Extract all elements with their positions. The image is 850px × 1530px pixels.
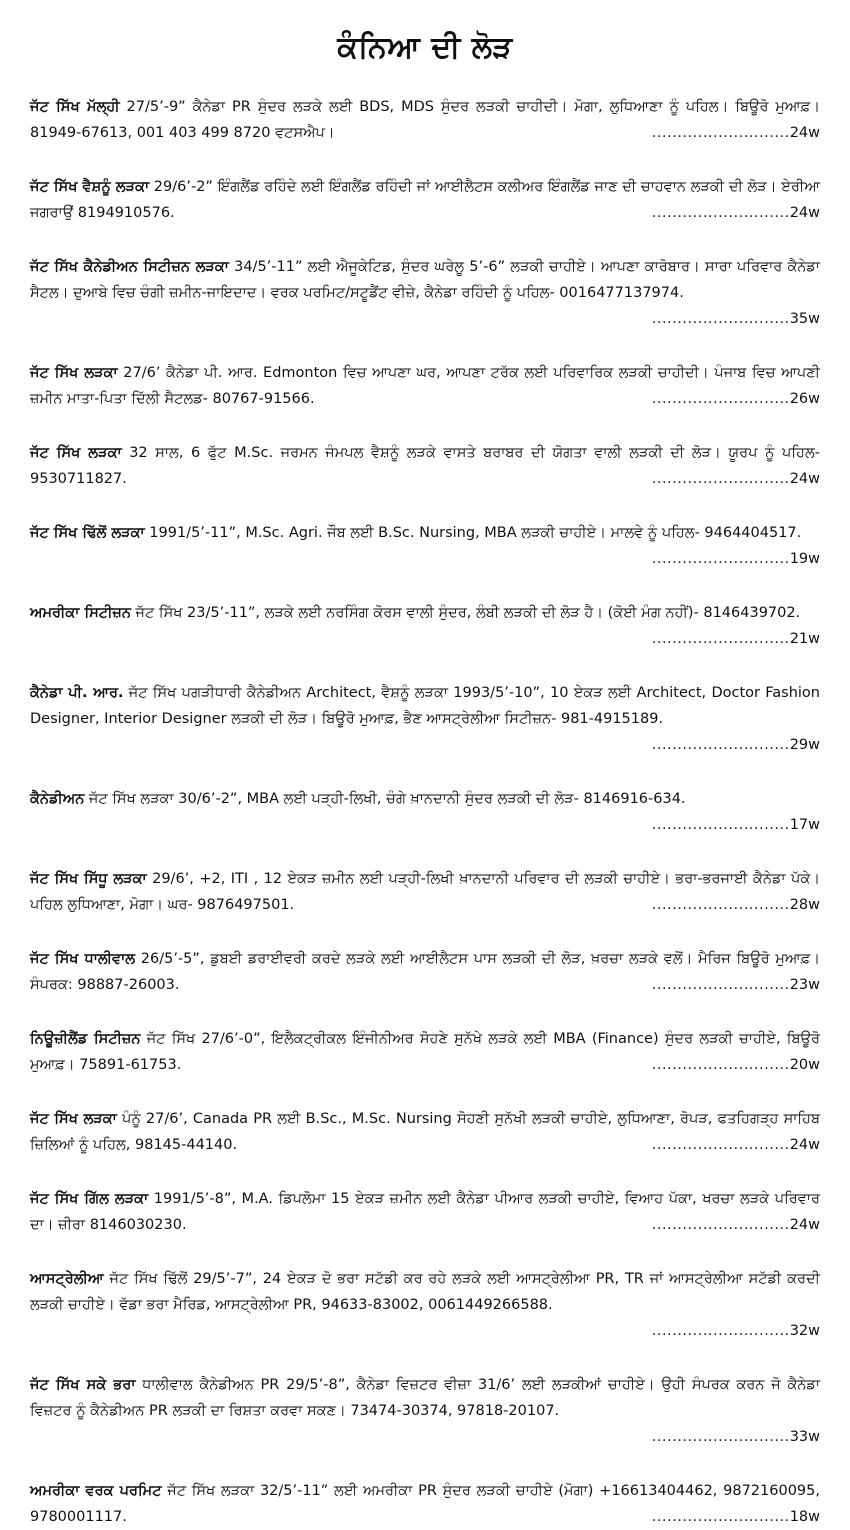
ad-footer bbox=[30, 732, 820, 758]
ad-code: 23w bbox=[789, 977, 820, 993]
ad-body: 1991/5’-8”, M.A. ਡਿਪਲੋਮਾ 15 ਏਕੜ ਜ਼ਮੀਨ ਲਈ ਕੈਨੇਡਾ ਪੀਆਰ ਲੜਕੀ ਚਾਹੀਏ, ਵਿਆਹ ਪੱਕਾ, ਖਰਚਾ ਲੜਕੇ ਪਰਿਵਾਰ ਦਾ। ਜ਼ੀਰਾ 8146030230. bbox=[30, 1191, 820, 1233]
page-title: ਕੰਨਿਆ ਦੀ ਲੋੜ bbox=[337, 30, 513, 65]
ad-dot-leader: ........................... bbox=[651, 631, 790, 647]
ad-code: 24w bbox=[789, 125, 820, 141]
ad-body: ਜੱਟ ਸਿੱਖ ਲੜਕਾ 30/6’-2”, MBA ਲਈ ਪੜ੍ਹੀ-ਲਿਖੀ, ਚੰਗੇ ਖ਼ਾਨਦਾਨੀ ਸੁੰਦਰ ਲੜਕੀ ਦੀ ਲੋੜ- 8146916-634. bbox=[84, 791, 686, 807]
ad-body: 26/5’-5”, ਡੁਬਈ ਡਰਾਈਵਰੀ ਕਰਦੇ ਲੜਕੇ ਲਈ ਆਈਲੈਟਸ ਪਾਸ ਲੜਕੀ ਦੀ ਲੋੜ, ਖ਼ਰਚਾ ਲੜਕੇ ਵਲੋਂ। ਮੈਰਿਜ ਬਿਊਰੋ ਮੁਆਫ਼। ਸੰਪਰਕ: 98887-26003. bbox=[30, 951, 820, 993]
ad-text bbox=[30, 254, 820, 306]
ad-footer bbox=[30, 546, 820, 572]
ad-dot-leader: ........................... bbox=[651, 551, 790, 567]
ad-text bbox=[30, 786, 820, 812]
ad-footer bbox=[30, 812, 820, 838]
ad-dot-leader: ........................... bbox=[651, 897, 790, 913]
ad-dot-leader: ........................... bbox=[651, 311, 790, 327]
ad-body: 32 ਸਾਲ, 6 ਫੁੱਟ M.Sc. ਜਰਮਨ ਜੰਮਪਲ ਵੈਸ਼ਨੂੰ ਲੜਕੇ ਵਾਸਤੇ ਬਰਾਬਰ ਦੀ ਯੋਗਤਾ ਵਾਲੀ ਲੜਕੀ ਦੀ ਲੋੜ। ਯੂਰਪ ਨੂੰ ਪਹਿਲ- 9530711827. bbox=[30, 445, 820, 487]
ad-footer bbox=[30, 1318, 820, 1344]
ad-heading: ਜੱਟ ਸਿੱਖ ਲੜਕਾ bbox=[30, 1111, 117, 1127]
ad-code: 24w bbox=[789, 1137, 820, 1153]
ad-heading: ਜੱਟ ਸਿੱਖ ਲੜਕਾ bbox=[30, 365, 118, 381]
ad-footer bbox=[30, 466, 820, 492]
ad-dot-leader: ........................... bbox=[651, 977, 790, 993]
ad-heading: ਕੈਨੇਡੀਅਨ bbox=[30, 791, 85, 807]
ad-dot-leader: ........................... bbox=[651, 205, 790, 221]
ad-code: 20w bbox=[789, 1057, 820, 1073]
ad-heading: ਜੱਟ ਸਿੱਖ ਧਾਲੀਵਾਲ bbox=[30, 951, 136, 967]
ad-code: 28w bbox=[789, 897, 820, 913]
ad-dot-leader: ........................... bbox=[651, 1323, 790, 1339]
ad-item bbox=[30, 1266, 820, 1344]
ad-item bbox=[30, 600, 820, 652]
ad-code: 24w bbox=[789, 471, 820, 487]
ad-body: ਜੱਟ ਸਿੱਖ 23/5’-11”, ਲੜਕੇ ਲਈ ਨਰਸਿੰਗ ਕੋਰਸ ਵਾਲੀ ਸੁੰਦਰ, ਲੰਬੀ ਲੜਕੀ ਦੀ ਲੋੜ ਹੈ। (ਕੋਈ ਮੰਗ ਨਹੀਂ)- 8146439702. bbox=[130, 605, 801, 621]
ad-heading: ਜੱਟ ਸਿੱਖ ਢਿੱਲੋਂ ਲੜਕਾ bbox=[30, 525, 145, 541]
ad-item bbox=[30, 866, 820, 918]
ad-text bbox=[30, 520, 820, 546]
ad-item bbox=[30, 520, 820, 572]
ad-dot-leader: ........................... bbox=[651, 125, 790, 141]
ad-footer bbox=[30, 626, 820, 652]
ad-code: 21w bbox=[789, 631, 820, 647]
ad-body: ਪੰਨੂੰ 27/6’, Canada PR ਲਈ B.Sc., M.Sc. Nursing ਸੋਹਣੀ ਸੁਨੱਖੀ ਲੜਕੀ ਚਾਹੀਏ, ਲੁਧਿਆਣਾ, ਰੋਪੜ, ਫਤਹਿਗੜ੍ਹ ਸਾਹਿਬ ਜ਼ਿਲਿਆਂ ਨੂੰ ਪਹਿਲ, 98145-44140. bbox=[30, 1111, 820, 1153]
ad-item bbox=[30, 360, 820, 412]
ad-body: 1991/5’-11”, M.Sc. Agri. ਜੌਬ ਲਈ B.Sc. Nursing, MBA ਲੜਕੀ ਚਾਹੀਏ। ਮਾਲਵੇ ਨੂੰ ਪਹਿਲ- 9464404517. bbox=[144, 525, 802, 541]
ad-body: 34/5’-11” ਲਈ ਐਜੂਕੇਟਿਡ, ਸੁੰਦਰ ਘਰੇਲੂ 5’-6” ਲੜਕੀ ਚਾਹੀਏ। ਆਪਣਾ ਕਾਰੋਬਾਰ। ਸਾਰਾ ਪਰਿਵਾਰ ਕੈਨੇਡਾ ਸੈਟਲ। ਦੁਆਬੇ ਵਿਚ ਚੰਗੀ ਜ਼ਮੀਨ-ਜਾਇਦਾਦ। ਵਰਕ ਪਰਮਿਟ/ਸਟੂਡੈਂਟ ਵੀਜ਼ੇ, ਕੈਨੇਡਾ ਰਹਿੰਦੀ ਨੂੰ ਪਹਿਲ- 0016477137974. bbox=[30, 259, 820, 301]
ad-heading: ਅਮਰੀਕਾ ਸਿਟੀਜ਼ਨ bbox=[30, 605, 131, 621]
ad-item bbox=[30, 1026, 820, 1078]
ad-item bbox=[30, 254, 820, 332]
ad-dot-leader: ........................... bbox=[651, 1057, 790, 1073]
ad-text bbox=[30, 680, 820, 732]
ad-item bbox=[30, 1372, 820, 1450]
ad-code: 24w bbox=[789, 205, 820, 221]
ad-dot-leader: ........................... bbox=[651, 1509, 790, 1525]
ad-footer bbox=[30, 1504, 820, 1530]
ad-body: 27/6’ ਕੈਨੇਡਾ ਪੀ. ਆਰ. Edmonton ਵਿਚ ਆਪਣਾ ਘਰ, ਆਪਣਾ ਟਰੱਕ ਲਈ ਪਰਿਵਾਰਿਕ ਲੜਕੀ ਚਾਹੀਦੀ। ਪੰਜਾਬ ਵਿਚ ਆਪਣੀ ਜ਼ਮੀਨ ਮਾਤਾ-ਪਿਤਾ ਦਿੱਲੀ ਸੈਟਲਡ- 80767-91566. bbox=[30, 365, 821, 407]
ad-body: 29/6’-2” ਇੰਗਲੈਂਡ ਰਹਿੰਦੇ ਲਈ ਇੰਗਲੈਂਡ ਰਹਿੰਦੀ ਜਾਂ ਆਈਲੈਟਸ ਕਲੀਅਰ ਇੰਗਲੈਂਡ ਜਾਣ ਦੀ ਚਾਹਵਾਨ ਲੜਕੀ ਦੀ ਲੋੜ। ਏਰੀਆ ਜਗਰਾਉਂ 8194910576. bbox=[30, 179, 820, 221]
ad-list bbox=[30, 94, 820, 1530]
ad-footer bbox=[30, 1424, 820, 1450]
ad-heading: ਜੱਟ ਸਿੱਖ ਮੱਲ੍ਹੀ bbox=[30, 99, 120, 115]
ad-dot-leader: ........................... bbox=[651, 817, 790, 833]
ad-item bbox=[30, 1106, 820, 1158]
ad-dot-leader: ........................... bbox=[651, 1429, 790, 1445]
ad-body: ਜੱਟ ਸਿੱਖ ਪਗੜੀਧਾਰੀ ਕੈਨੇਡੀਅਨ Architect, ਵੈਸ਼ਨੂੰ ਲੜਕਾ 1993/5’-10”, 10 ਏਕੜ ਲਈ Architect, Doctor Fashion Designer, Interior Designer ਲੜਕੀ ਦੀ ਲੋੜ। ਬਿਊਰੋ ਮੁਆਫ਼, ਭੈਣ ਆਸਟ੍ਰੇਲੀਆ ਸਿਟੀਜ਼ਨ- 981-4915189. bbox=[30, 685, 820, 727]
ad-dot-leader: ........................... bbox=[651, 471, 790, 487]
ad-item bbox=[30, 946, 820, 998]
ad-body: ਜੱਟ ਸਿੱਖ ਢਿੱਲੋਂ 29/5’-7”, 24 ਏਕੜ ਦੋ ਭਰਾ ਸਟੱਡੀ ਕਰ ਰਹੇ ਲੜਕੇ ਲਈ ਆਸਟ੍ਰੇਲੀਆ PR, TR ਜਾਂ ਆਸਟ੍ਰੇਲੀਆ ਸਟੱਡੀ ਕਰਦੀ ਲੜਕੀ ਚਾਹੀਏ। ਵੱਡਾ ਭਰਾ ਮੈਰਿਡ, ਆਸਟ੍ਰੇਲੀਆ PR, 94633-83002, 0061449266588. bbox=[30, 1271, 820, 1313]
ad-body: 27/5’-9” ਕੈਨੇਡਾ PR ਸੁੰਦਰ ਲੜਕੇ ਲਈ BDS, MDS ਸੁੰਦਰ ਲੜਕੀ ਚਾਹੀਦੀ। ਮੋਗਾ, ਲੁਧਿਆਣਾ ਨੂੰ ਪਹਿਲ। ਬਿਊਰੋ ਮੁਆਫ਼। 81949-67613, 001 403 499 8720 ਵਟਸਐਪ। bbox=[30, 99, 820, 141]
ad-dot-leader: ........................... bbox=[651, 391, 790, 407]
ad-code: 29w bbox=[789, 737, 820, 753]
ad-item bbox=[30, 94, 820, 146]
ad-text bbox=[30, 600, 820, 626]
ad-item bbox=[30, 680, 820, 758]
ad-heading: ਕੈਨੇਡਾ ਪੀ. ਆਰ. bbox=[30, 685, 124, 701]
ad-text bbox=[30, 1372, 820, 1424]
ad-body: ਧਾਲੀਵਾਲ ਕੈਨੇਡੀਅਨ PR 29/5’-8”, ਕੈਨੇਡਾ ਵਿਜ਼ਟਰ ਵੀਜ਼ਾ 31/6’ ਲਈ ਲੜਕੀਆਂ ਚਾਹੀਏ। ਉਹੀ ਸੰਪਰਕ ਕਰਨ ਜੋ ਕੈਨੇਡਾ ਵਿਜ਼ਟਰ ਨੂੰ ਕੈਨੇਡੀਅਨ PR ਲੜਕੀ ਦਾ ਰਿਸ਼ਤਾ ਕਰਵਾ ਸਕਣ। 73474-30374, 97818-20107. bbox=[30, 1377, 820, 1419]
ad-code: 18w bbox=[789, 1509, 820, 1525]
ad-code: 17w bbox=[789, 817, 820, 833]
ad-code: 32w bbox=[789, 1323, 820, 1339]
ad-text bbox=[30, 1266, 820, 1318]
ad-dot-leader: ........................... bbox=[651, 1137, 790, 1153]
ad-heading: ਆਸਟ੍ਰੇਲੀਆ bbox=[30, 1271, 104, 1287]
ad-dot-leader: ........................... bbox=[651, 737, 790, 753]
ad-code: 19w bbox=[789, 551, 820, 567]
ad-item bbox=[30, 1478, 820, 1530]
ad-code: 33w bbox=[789, 1429, 820, 1445]
ad-item bbox=[30, 440, 820, 492]
ad-heading: ਅਮਰੀਕਾ ਵਰਕ ਪਰਮਿਟ bbox=[30, 1483, 162, 1499]
ad-item bbox=[30, 174, 820, 226]
ad-heading: ਜੱਟ ਸਿੱਖ ਗਿੱਲ ਲੜਕਾ bbox=[30, 1191, 149, 1207]
ad-heading: ਜੱਟ ਸਿੱਖ ਕੈਨੇਡੀਅਨ ਸਿਟੀਜ਼ਨ ਲੜਕਾ bbox=[30, 259, 229, 275]
ad-body: ਜੱਟ ਸਿੱਖ ਲੜਕਾ 32/5’-11” ਲਈ ਅਮਰੀਕਾ PR ਸੁੰਦਰ ਲੜਕੀ ਚਾਹੀਏ (ਮੋਗਾ) +16613404462, 9872160095, 9780001117. bbox=[30, 1483, 820, 1525]
ad-body: 29/6’, +2, ITI , 12 ਏਕੜ ਜ਼ਮੀਨ ਲਈ ਪੜ੍ਹੀ-ਲਿਖੀ ਖ਼ਾਨਦਾਨੀ ਪਰਿਵਾਰ ਦੀ ਲੜਕੀ ਚਾਹੀਏ। ਭਰਾ-ਭਰਜਾਈ ਕੈਨੇਡਾ ਪੱਕੇ। ਪਹਿਲ ਲੁਧਿਆਣਾ, ਮੋਗਾ। ਘਰ- 9876497501. bbox=[30, 871, 820, 913]
ad-heading: ਜੱਟ ਸਿੱਖ ਸਕੇ ਭਰਾ bbox=[30, 1377, 136, 1393]
ad-heading: ਜੱਟ ਸਿੱਖ ਵੈਸ਼ਨੂੰ ਲੜਕਾ bbox=[30, 179, 150, 195]
ad-item bbox=[30, 1186, 820, 1238]
ad-heading: ਜੱਟ ਸਿੱਖ ਸਿੱਧੂ ਲੜਕਾ bbox=[30, 871, 147, 887]
ad-code: 24w bbox=[789, 1217, 820, 1233]
ad-heading: ਨਿਊਜ਼ੀਲੈਂਡ ਸਿਟੀਜ਼ਨ bbox=[30, 1031, 141, 1047]
ad-code: 35w bbox=[789, 311, 820, 327]
ad-body: ਜੱਟ ਸਿੱਖ 27/6’-0”, ਇਲੈਕਟ੍ਰੀਕਲ ਇੰਜੀਨੀਅਰ ਸੋਹਣੇ ਸੁਨੱਖੇ ਲੜਕੇ ਲਈ MBA (Finance) ਸੁੰਦਰ ਲੜਕੀ ਚਾਹੀਏ, ਬਿਊਰੋ ਮੁਆਫ਼। 75891-61753. bbox=[30, 1031, 820, 1073]
ad-dot-leader: ........................... bbox=[651, 1217, 790, 1233]
ad-item bbox=[30, 786, 820, 838]
ad-code: 26w bbox=[789, 391, 820, 407]
ad-heading: ਜੱਟ ਸਿੱਖ ਲੜਕਾ bbox=[30, 445, 122, 461]
ad-footer bbox=[30, 306, 820, 332]
